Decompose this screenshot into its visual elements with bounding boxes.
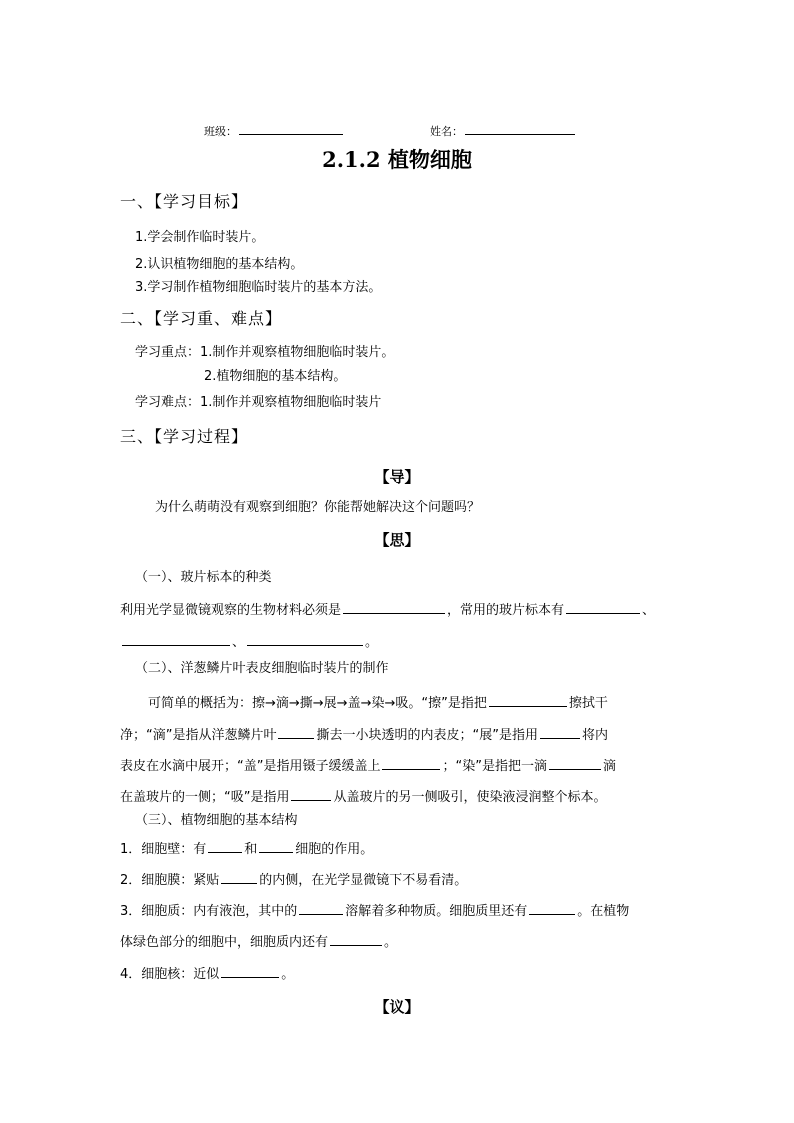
text-segment: 3．细胞质：内有液泡，其中的 (120, 904, 298, 919)
text-segment: ，常用的玻片标本有 (447, 603, 565, 618)
section-heading-keypoints: 二、【学习重、难点】 (120, 309, 283, 328)
text-segment: 将内 (581, 728, 608, 743)
fill-line (120, 724, 608, 745)
text-segment: 。在植物 (577, 904, 630, 919)
section-heading-goals: 一、【学习目标】 (120, 192, 249, 211)
text-segment: 。 (365, 635, 379, 650)
answer-blank[interactable] (540, 724, 580, 739)
fill-line (120, 931, 397, 952)
fill-line (148, 692, 608, 713)
goal-item: 3.学习制作植物细胞临时装片的基本方法。 (135, 280, 382, 295)
key-point-2: 2.植物细胞的基本结构。 (204, 369, 347, 384)
text-segment: 擦拭干 (568, 696, 608, 711)
answer-blank[interactable] (343, 599, 445, 614)
text-segment: 。 (384, 935, 398, 950)
class-line (204, 120, 345, 141)
page-title: 2.1.2 植物细胞 (322, 147, 472, 172)
difficulty-line (135, 394, 381, 412)
si-heading: 【思】 (374, 531, 420, 549)
class-blank[interactable] (239, 120, 343, 135)
text-segment: 利用光学显微镜观察的生物材料必须是 (120, 603, 342, 618)
text-segment: 滴 (602, 759, 616, 774)
dao-question: 为什么萌萌没有观察到细胞？你能帮她解决这个问题吗？ (155, 500, 481, 515)
goal-item: 2.认识植物细胞的基本结构。 (135, 257, 304, 272)
name-blank[interactable] (465, 120, 575, 135)
dao-heading: 【导】 (374, 468, 420, 486)
text-segment: 从盖玻片的另一侧吸引，使染液浸润整个标本。 (333, 790, 607, 805)
answer-blank[interactable] (221, 869, 257, 884)
yi-heading: 【议】 (374, 998, 420, 1016)
difficulty-1: 1.制作并观察植物细胞临时装片 (200, 395, 382, 410)
text-segment: 和 (244, 842, 258, 857)
answer-blank[interactable] (330, 931, 382, 946)
text-segment: 1．细胞壁：有 (120, 842, 207, 857)
text-segment: 表皮在水滴中展开；“盖”是指用镊子缓缓盖上 (120, 759, 381, 774)
section-heading-process: 三、【学习过程】 (120, 427, 249, 446)
fill-line (120, 599, 655, 620)
answer-blank[interactable] (489, 692, 567, 707)
answer-blank[interactable] (529, 900, 575, 915)
text-segment: ；“染”是指把一滴 (442, 759, 547, 774)
subsection-title-2: （二）、洋葱鳞片叶表皮细胞临时装片的制作 (135, 661, 389, 676)
answer-blank[interactable] (247, 631, 363, 646)
text-segment: 4．细胞核：近似 (120, 967, 220, 982)
text-segment: 在盖玻片的一侧；“吸”是指用 (120, 790, 290, 805)
answer-blank[interactable] (278, 724, 314, 739)
key-label: 学习重点： (135, 345, 201, 360)
answer-blank[interactable] (382, 755, 440, 770)
answer-blank[interactable] (259, 838, 293, 853)
text-segment: 撕去一小块透明的内表皮；“展”是指用 (316, 728, 538, 743)
answer-blank[interactable] (291, 786, 331, 801)
text-segment: 体绿色部分的细胞中，细胞质内还有 (120, 935, 329, 950)
subsection-title-3: （三）、植物细胞的基本结构 (135, 813, 298, 828)
text-segment: 、 (642, 603, 656, 618)
text-segment: 溶解着多种物质。细胞质里还有 (345, 904, 528, 919)
fill-line (120, 963, 294, 984)
fill-line (120, 786, 607, 807)
text-segment: 细胞的作用。 (295, 842, 374, 857)
fill-line (120, 900, 629, 921)
fill-line (120, 838, 373, 859)
answer-blank[interactable] (549, 755, 601, 770)
name-label: 姓名： (430, 125, 463, 138)
goal-item: 1.学会制作临时装片。 (135, 230, 265, 245)
text-segment: 的内侧，在光学显微镜下不易看清。 (259, 873, 468, 888)
text-segment: 2．细胞膜：紧贴 (120, 873, 220, 888)
answer-blank[interactable] (221, 963, 279, 978)
answer-blank[interactable] (566, 599, 640, 614)
class-label: 班级： (204, 125, 237, 138)
text-segment: 。 (281, 967, 295, 982)
answer-blank[interactable] (299, 900, 343, 915)
fill-line (120, 869, 467, 890)
key-point-1: 1.制作并观察植物细胞临时装片。 (200, 345, 395, 360)
subsection-title-1: （一）、玻片标本的种类 (135, 570, 272, 585)
answer-blank[interactable] (122, 631, 230, 646)
text-segment: 可简单的概括为：擦→滴→撕→展→盖→染→吸。“擦”是指把 (148, 696, 487, 711)
difficulty-label: 学习难点： (135, 395, 201, 410)
text-segment: 、 (232, 635, 246, 650)
name-line (430, 120, 577, 141)
text-segment: 净；“滴”是指从洋葱鳞片叶 (120, 728, 277, 743)
key-point-line (135, 344, 394, 362)
fill-line (120, 755, 616, 776)
fill-line (120, 631, 378, 652)
answer-blank[interactable] (208, 838, 242, 853)
